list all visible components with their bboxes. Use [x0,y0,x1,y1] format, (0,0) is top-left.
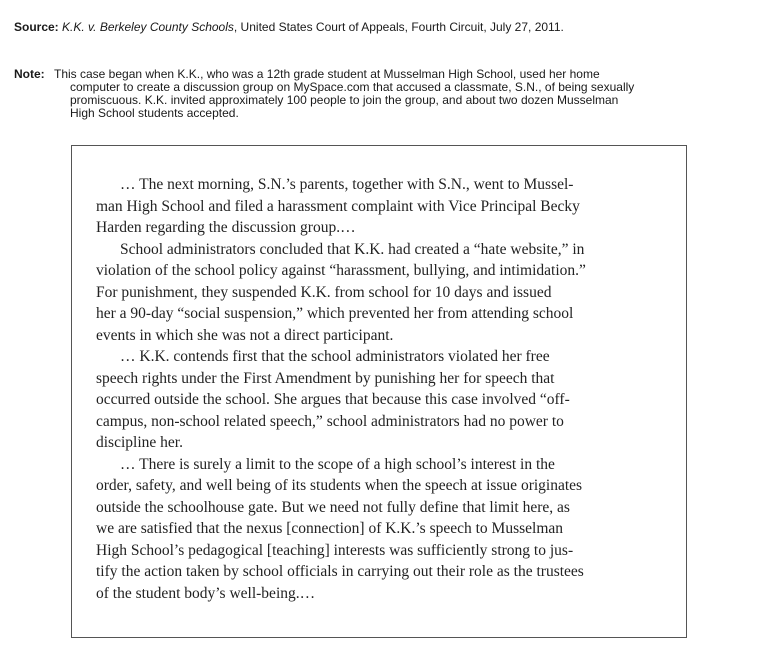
excerpt-line: of the student body’s well-being.… [96,584,316,602]
source-case-name: K.K. v. Berkeley County Schools [62,20,234,34]
excerpt-line: … There is surely a limit to the scope of a high school’s interest in the [120,455,555,473]
excerpt-line: we are satisfied that the nexus [connection] of K.K.’s speech to Musselman [96,520,564,537]
excerpt-line: Harden regarding the discussion group.… [96,219,356,236]
excerpt-line: speech rights under the First Amendment by punishing her for speech that [96,369,555,387]
excerpt-line: High School’s pedagogical [teaching] interests was sufficiently strong to jus- [96,541,574,559]
note-block [14,68,714,120]
note-line: This case began when K.K., who was a 12th grade student at Musselman High School, used her home [54,67,600,81]
note-text [54,68,714,120]
excerpt-line: man High School and filed a harassment complaint with Vice Principal Becky [96,197,580,215]
excerpt-line: School administrators concluded that K.K. had created a “hate website,” in [120,240,585,258]
court-excerpt-box [71,145,687,638]
court-excerpt-text [96,174,586,604]
excerpt-line: violation of the school policy against “harassment, bullying, and intimidation.” [96,262,586,279]
note-line: High School students accepted. [70,106,239,120]
excerpt-line: occurred outside the school. She argues that because this case involved “off- [96,391,570,408]
excerpt-line: outside the schoolhouse gate. But we need not fully define that limit here, as [96,498,570,516]
note-line: computer to create a discussion group on MySpace.com that accused a classmate, S.N., of being sexually [70,80,635,94]
excerpt-line: order, safety, and well being of its students when the speech at issue originates [96,477,583,494]
excerpt-line: … The next morning, S.N.’s parents, together with S.N., went to Mussel- [120,176,574,193]
excerpt-line: tify the action taken by school officials in carrying out their role as the trustees [96,563,584,580]
source-label: Source: [14,20,59,34]
note-label: Note: [14,67,45,81]
excerpt-line: … K.K. contends first that the school administrators violated her free [120,348,550,365]
excerpt-line: events in which she was not a direct participant. [96,326,394,344]
source-details: , United States Court of Appeals, Fourth Circuit, July 27, 2011. [233,20,564,34]
excerpt-line: campus, non-school related speech,” school administrators had no power to [96,412,564,430]
excerpt-line: discipline her. [96,434,183,451]
source-citation [14,20,564,34]
note-line: promiscuous. K.K. invited approximately 100 people to join the group, and about two dozen Musselman [70,93,619,107]
excerpt-line: For punishment, they suspended K.K. from school for 10 days and issued [96,283,552,301]
excerpt-line: her a 90-day “social suspension,” which prevented her from attending school [96,305,574,322]
